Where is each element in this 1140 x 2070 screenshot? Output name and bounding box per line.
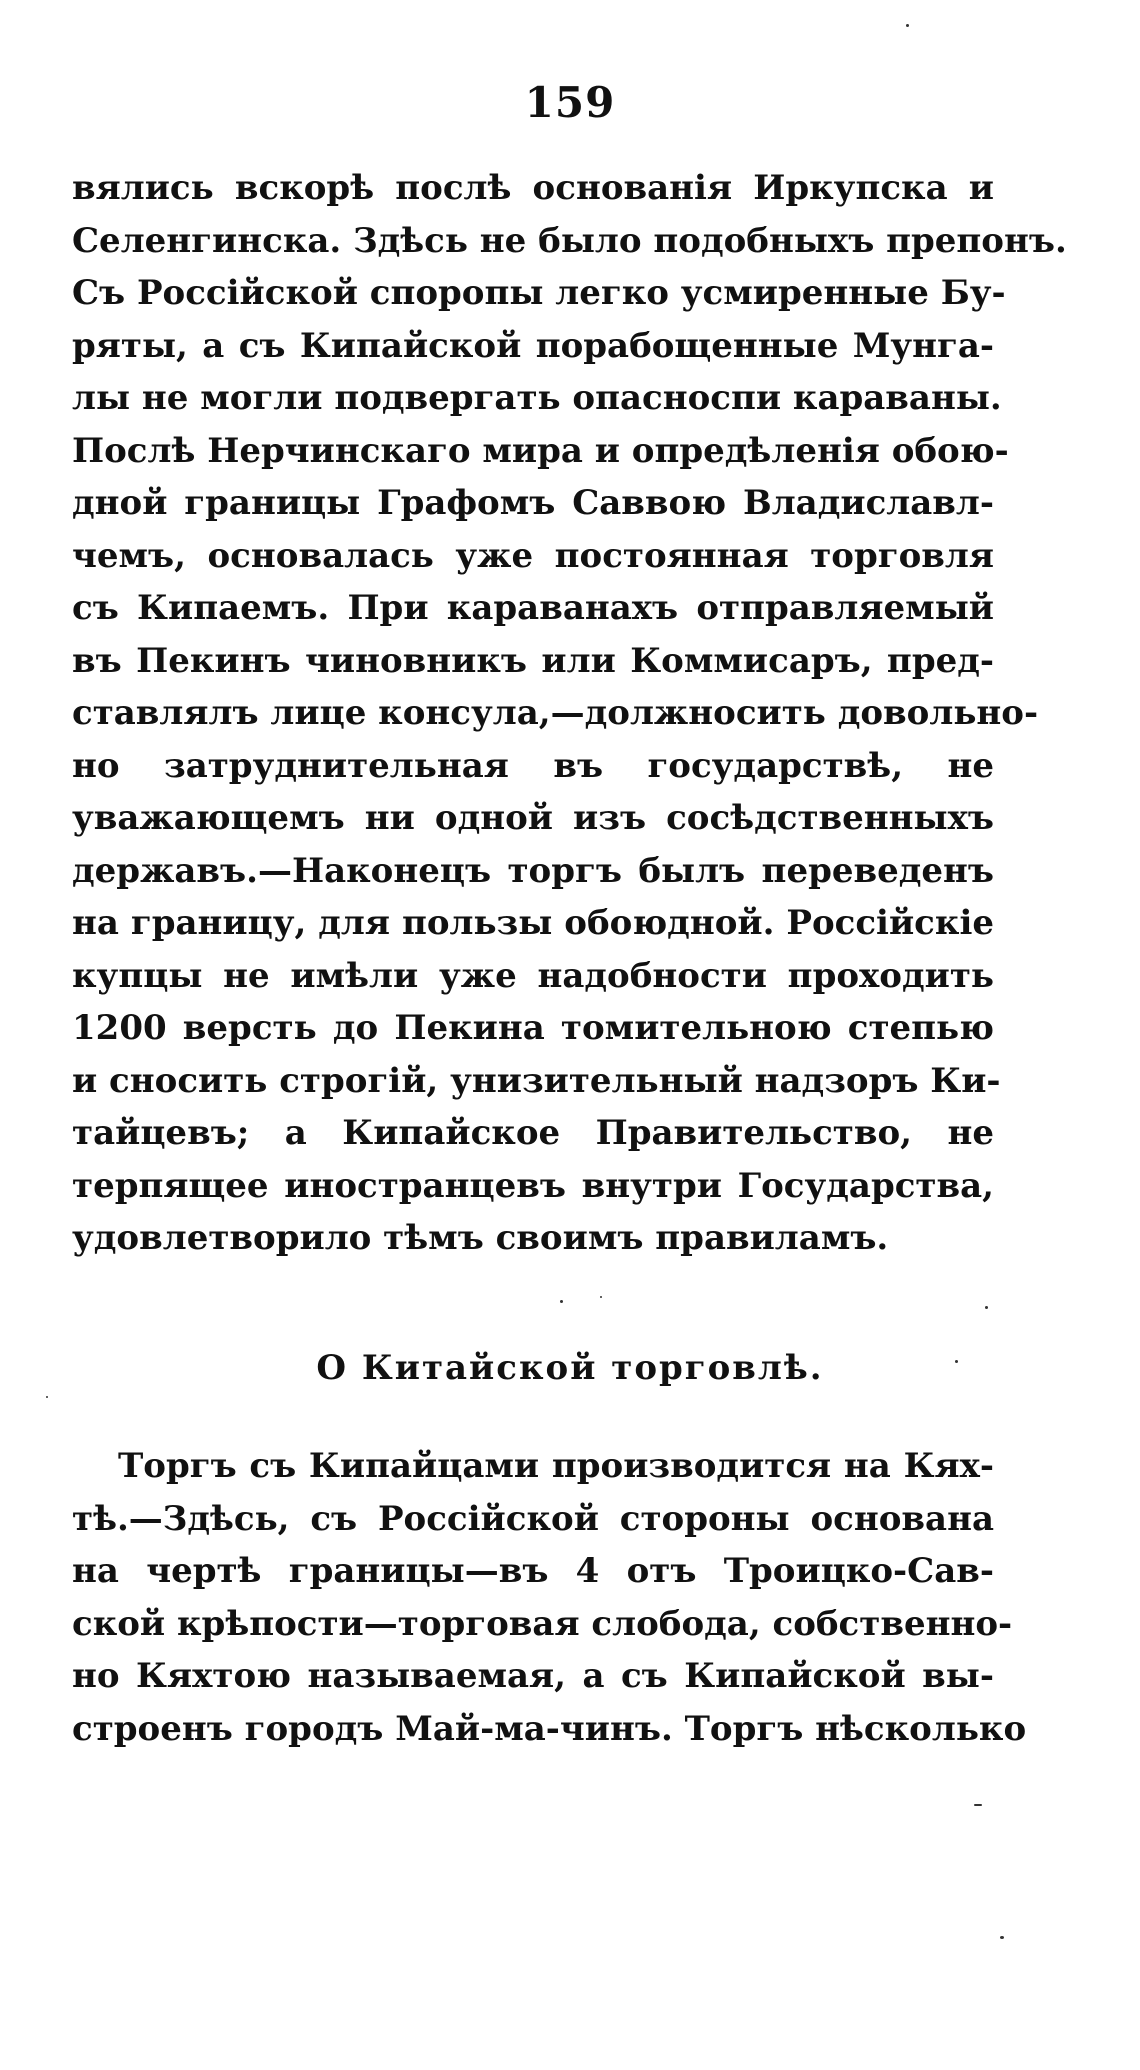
text-line: Съ Россійской споропы легко усмиренные Бу- [72,273,1006,313]
text-line: ставлялъ лице консула,—должносить довольно- [72,693,1039,733]
text-line: державъ.—Наконецъ торгъ былъ переведенъ [72,850,994,891]
scan-speck [974,1804,982,1806]
paragraph-2 [72,1440,1027,1755]
text-line: на чертѣ границы—въ 4 отъ Троицко-Сав- [72,1551,994,1591]
scan-speck [560,1300,563,1303]
text-line: уважающемъ ни одной изъ сосѣдственныхъ [72,798,994,838]
text-line: Торгъ съ Кипайцами производится на Кях- [118,1446,994,1486]
text-line: ряты, а съ Кипайской порабощенные Мунга- [72,325,994,366]
section-heading: О Китайской торговлѣ. [316,1348,824,1388]
text-line: дной границы Графомъ Саввою Владиславл- [72,483,994,523]
scan-speck [46,1396,48,1398]
scan-speck [906,24,909,27]
text-line: чемъ, основалась уже постоянная торговля [72,535,994,576]
text-line: тѣ.—Здѣсь, съ Россійской стороны основана [72,1498,994,1539]
text-line: въ Пекинъ чиновникъ или Коммисаръ, пред- [72,640,994,681]
text-line: Селенгинска. Здѣсь не было подобныхъ препонъ. [72,220,1067,261]
text-line: тайцевъ; а Кипайское Правительство, не [72,1113,994,1153]
scan-speck [985,1306,988,1309]
text-line: но затруднительная въ государствѣ, не [72,745,994,786]
text-line: лы не могли подвергать опасноспи караваны. [72,378,1002,418]
text-line: 1200 версть до Пекина томительною степью [72,1008,994,1048]
text-line: Послѣ Нерчинскаго мира и опредѣленія обою- [72,430,1009,471]
text-line: вялись вскорѣ послѣ основанія Иркупска и [72,168,994,208]
text-line: купцы не имѣли уже надобности проходить [72,955,994,996]
text-line: съ Кипаемъ. При караванахъ отправляемый [72,588,994,628]
text-line: удовлетворило тѣмъ своимъ правиламъ. [72,1218,889,1258]
text-line: но Кяхтою называемая, а съ Кипайской вы- [72,1656,994,1696]
scan-speck [600,1296,602,1298]
page-number: 159 [524,78,616,127]
text-line: строенъ городъ Май-ма-чинъ. Торгъ нѣсколько [72,1708,1027,1749]
scan-speck [955,1360,958,1363]
paragraph-1 [72,162,1067,1265]
text-line: и сносить строгій, унизительный надзоръ Ки- [72,1060,1001,1101]
text-line: терпящее иностранцевъ внутри Государства, [72,1165,994,1206]
text-line: ской крѣпости—торговая слобода, собственно- [72,1603,1013,1644]
scan-speck [1000,1936,1004,1939]
text-line: на границу, для пользы обоюдной. Россійскіе [72,903,994,943]
